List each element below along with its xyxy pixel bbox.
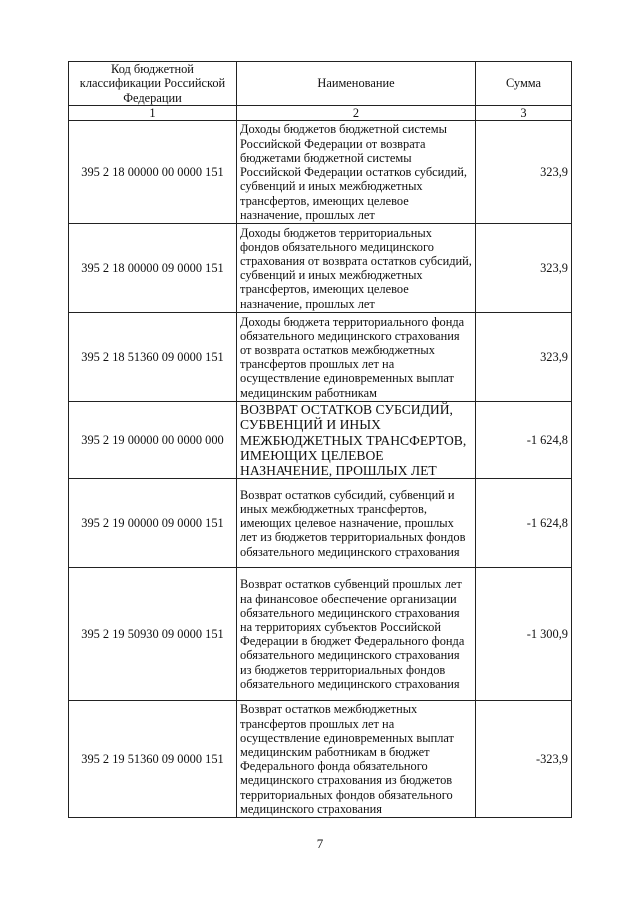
table-header-row — [69, 62, 572, 106]
item-name: ВОЗВРАТ ОСТАТКОВ СУБСИДИЙ, СУБВЕНЦИЙ И ИНЫХ МЕЖБЮДЖЕТНЫХ ТРАНСФЕРТОВ, ИМЕЮЩИХ ЦЕЛЕВОЕ НАЗНАЧЕНИЕ, ПРОШЛЫХ ЛЕТ — [237, 402, 476, 479]
header-code: Код бюджетной классификации Российской Федерации — [69, 62, 237, 106]
item-sum: -1 624,8 — [476, 479, 572, 568]
table-row — [69, 701, 572, 818]
item-sum: -323,9 — [476, 701, 572, 818]
page-number: 7 — [316, 836, 324, 851]
budget-code: 395 2 19 50930 09 0000 151 — [69, 568, 237, 701]
header-sum: Сумма — [476, 62, 572, 106]
column-number: 1 — [69, 106, 237, 121]
item-name: Доходы бюджетов территориальных фондов обязательного медицинского страхования от возврата остатков субсидий, субвенций и иных межбюджетных трансфертов, имеющих целевое назначение, прошлых лет — [237, 224, 476, 313]
column-number-row — [69, 106, 572, 121]
item-sum: 323,9 — [476, 224, 572, 313]
budget-code: 395 2 19 00000 00 0000 000 — [69, 402, 237, 479]
table-row — [69, 568, 572, 701]
budget-code: 395 2 18 00000 00 0000 151 — [69, 121, 237, 224]
column-number: 2 — [237, 106, 476, 121]
budget-code: 395 2 19 51360 09 0000 151 — [69, 701, 237, 818]
table-row — [69, 121, 572, 224]
item-name: Доходы бюджетов бюджетной системы Российской Федерации от возврата бюджетами бюджетной системы Российской Федерации остатков субсидий, субвенций и иных межбюджетных трансфертов, имеющих целевое назначение, прошлых лет — [237, 121, 476, 224]
budget-code: 395 2 18 00000 09 0000 151 — [69, 224, 237, 313]
budget-table — [68, 61, 572, 818]
table-row — [69, 402, 572, 479]
item-sum: -1 624,8 — [476, 402, 572, 479]
item-sum: 323,9 — [476, 313, 572, 402]
item-name: Возврат остатков субсидий, субвенций и иных межбюджетных трансфертов, имеющих целевое назначение, прошлых лет из бюджетов территориальных фондов обязательного медицинского страхования — [237, 479, 476, 568]
column-number: 3 — [476, 106, 572, 121]
table-row — [69, 224, 572, 313]
item-name: Возврат остатков субвенций прошлых лет на финансовое обеспечение организации обязательного медицинского страхования на территориях субъектов Российской Федерации в бюджет Федерального фонда обязательного медицинского страхования из бюджетов территориальных фондов обязательного медицинского страхования — [237, 568, 476, 701]
item-sum: 323,9 — [476, 121, 572, 224]
item-sum: -1 300,9 — [476, 568, 572, 701]
budget-code: 395 2 18 51360 09 0000 151 — [69, 313, 237, 402]
table-row — [69, 313, 572, 402]
item-name: Доходы бюджета территориального фонда обязательного медицинского страхования от возврата остатков межбюджетных трансфертов прошлых лет на осуществление единовременных выплат медицинским работникам — [237, 313, 476, 402]
header-name: Наименование — [237, 62, 476, 106]
table-row — [69, 479, 572, 568]
budget-code: 395 2 19 00000 09 0000 151 — [69, 479, 237, 568]
item-name: Возврат остатков межбюджетных трансфертов прошлых лет на осуществление единовременных выплат медицинским работникам в бюджет Федерального фонда обязательного медицинского страхования из бюджетов территориальных фондов обязательного медицинского страхования — [237, 701, 476, 818]
